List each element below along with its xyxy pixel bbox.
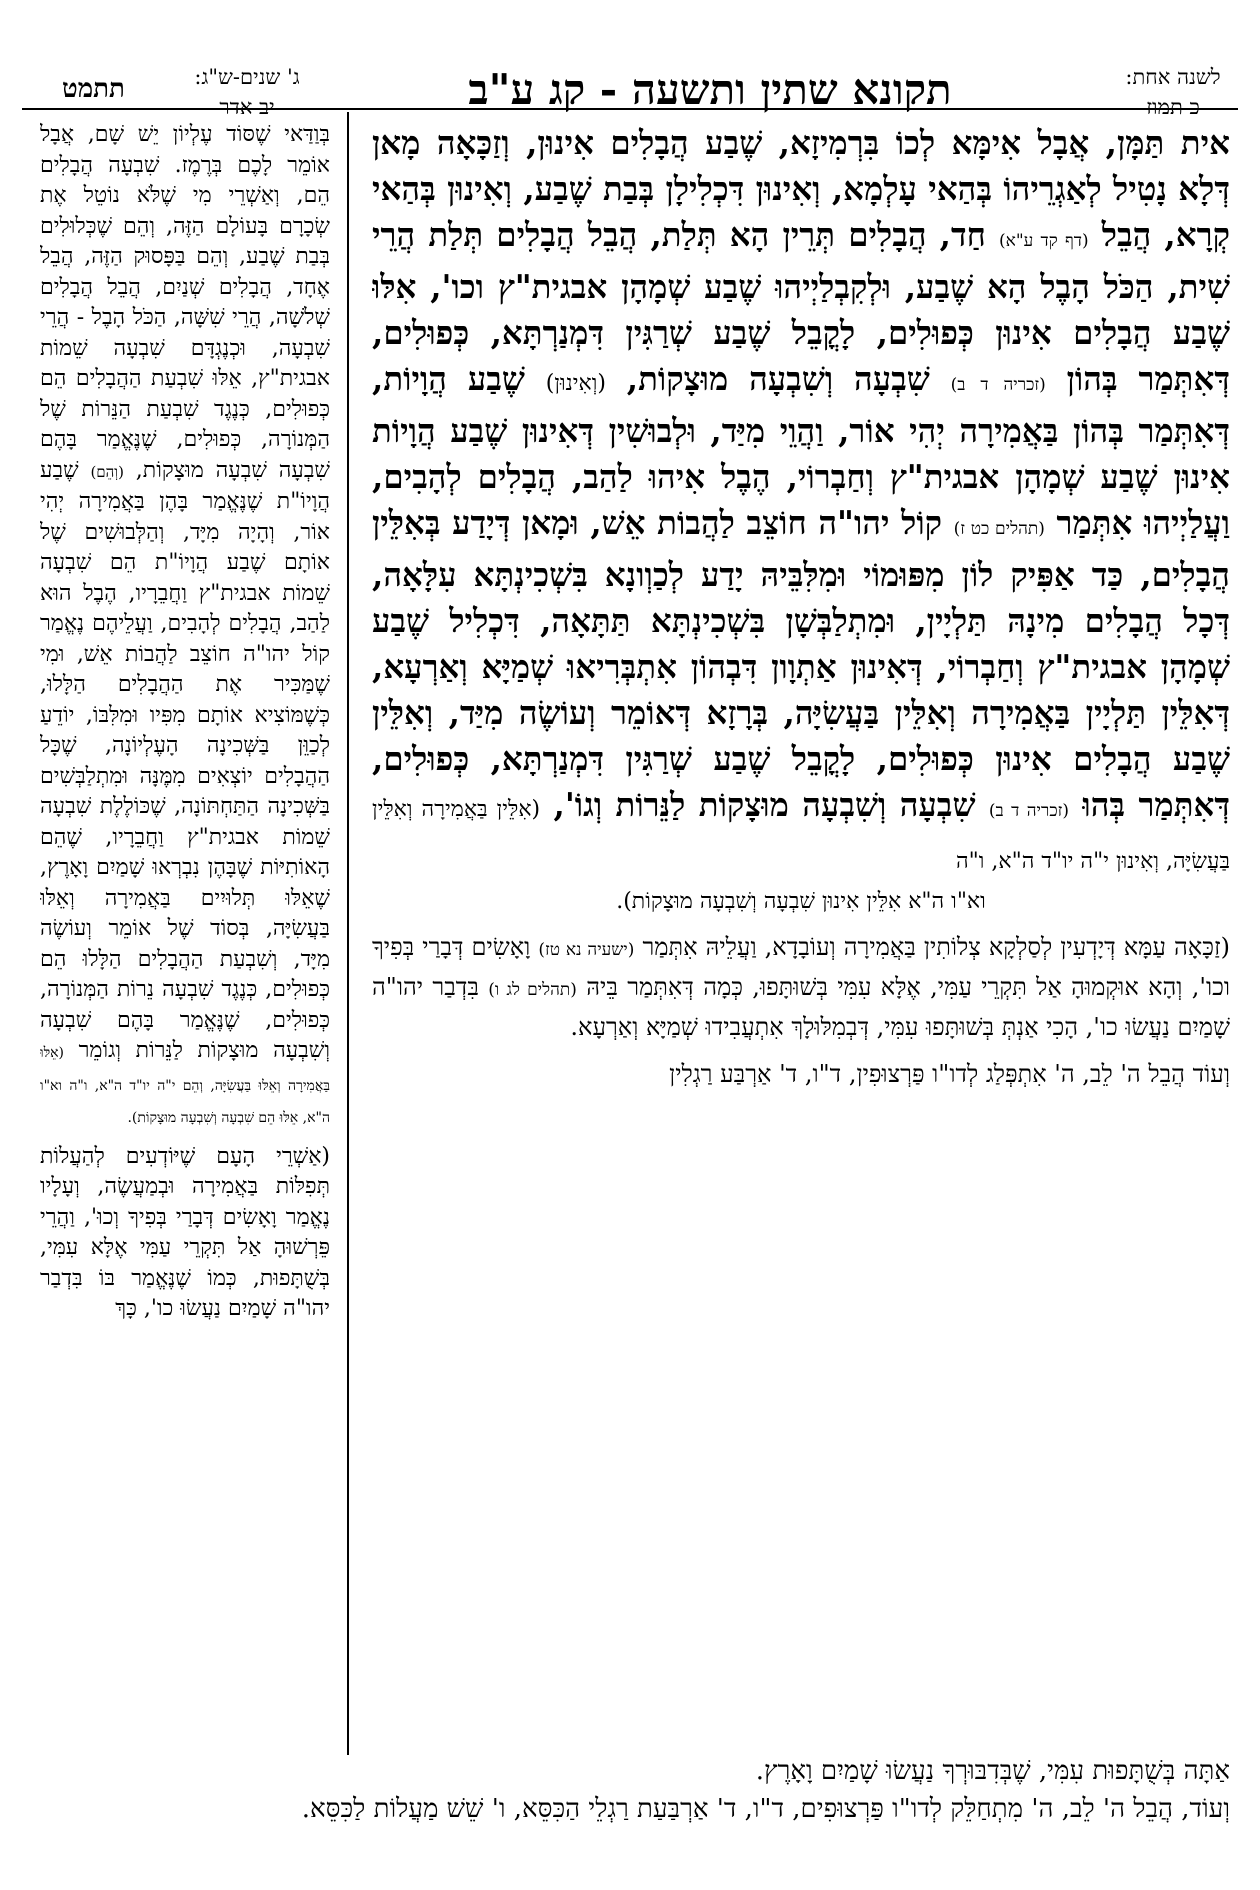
daily-schedule-one-year [1118,62,1228,122]
verse-reference: (זכריה ד ב) [988,801,1070,821]
footer-line-1: אַתָּה בְּשֻׁתָּפוּת עִמִּי, שֶׁבְּדִבּוּרְךָ נַעֲשׂוּ שָׁמַיִם וָאָרֶץ. [755,1756,1230,1786]
translation-part-1: בְּוַדַּאי שֶׁסּוֹד עֶלְיוֹן יֵשׁ שָׁם, אֲבָל אוֹמֵר לָכֶם בְּרֶמֶז. שִׁבְעָה הֲבָלִים הֵם, וְאַשְׁרֵי מִי שֶׁלֹּא נוֹטֵל אֶת שְׂכָרָם בָּעוֹלָם הַזֶּה, וְהֵם שֶׁכְּלוּלִים בְּבַת שֶׁבַע, וְהֵם בַּפָּסוּק הַזֶּה, הֲבֵל אֶחָד, הֲבָלִים שְׁנַיִם, הֲבֵל הֲבָלִים שְׁלֹשָׁה, הֲרֵי שִׁשָּׁה, הַכֹּל הָבֶל - הֲרֵי שִׁבְעָה, וּכְנֶגְדָּם שִׁבְעָה שֵׁמוֹת אבגית"ץ, אֵלּוּ שִׁבְעַת הַהֲבָלִים הֵם כְּפוּלִים, כְּנֶגֶד שִׁבְעַת הַנֵּרוֹת שֶׁל הַמְּנוֹרָה, כְּפוּלִים, שֶׁנֶּאֱמַר בָּהֶם שִׁבְעָה שִׁבְעָה מוּצָקוֹת, [40,122,330,483]
schedule-date: כ תמוז [1146,95,1200,119]
translation-column [40,120,330,1750]
inline-note: (וְהֵם) [90,462,124,481]
verse-reference: (תהלים כט ז) [953,519,1045,539]
schedule-label-alt: ג' שנים-ש"ג: [194,65,300,89]
main-text-part-5: קוֹל יהו"ה חוֹצֵב לַהֲבוֹת אֵשׁ, וּמָאן דְּיָדַע בְּאִלֵּין הֲבָלִים, כַּד אַפִּיק לוֹן מִפּוּמוֹי וּמִלִּבֵּיהּ יָדַע לְכַוְונָא בִּשְׁכִינְתָּא עִלָּאָה, דְּכָל הֲבָלִים מִינָהּ תַּלְיָין, וּמִתְלַבְּשָׁן בִּשְׁכִינְתָּא תַּתָּאָה, דִּכְלִיל שֶׁבַע שְׁמָהָן אבגית"ץ וְחַבְרוֹי, דְּאִינוּן אַתְוָון דִּבְהוֹן אִתְבְּרִיאוּ שְׁמַיָּא וְאַרְעָא, דְּאִלֵּין תַּלְיָין בַּאֲמִירָה וְאִלֵּין בַּעֲשִׂיָּה, בְּרָזָא דְּאוֹמֵר וְעוֹשֶׂה מִיַּד, וְאִלֵּין שֶׁבַע הֲבָלִים אִינוּן כְּפוּלִים, לָקֳבֵל שֶׁבַע שְׁרַגִּין דִּמְנַרְתָּא, כְּפוּלִים, דְּאִתְּמַר בְּהוּ [372,503,1230,824]
translation-text [40,120,330,1134]
column-divider [347,112,349,1755]
inline-note: (אֵלּוּ בַּאֲמִירָה וְאֵלּוּ בַּעֲשִׂיָּה, וְהֵם י"ה יו"ד ה"א, ו"ה וא"ו ה"א, אֵלּוּ הֵם שִׁבְעָה וְשִׁבְעָה מוּצָקוֹת). [40,1045,330,1126]
translation-paragraph-2: (אַשְׁרֵי הָעָם שֶׁיּוֹדְעִים לְהַעֲלוֹת תְּפִלּוֹת בַּאֲמִירָה וּבְמַעֲשֶׂה, וְעָלָיו נֶאֱמַר וָאָשִׂים דְּבָרַי בְּפִיךָ וְכוּ', וַהֲרֵי פֵּרְשׁוּהָ אַל תִּקְרֵי עַמִּי אֶלָּא עִמִּי, בְּשֻׁתָּפוּת, כְּמוֹ שֶׁנֶּאֱמַר בּוֹ בִּדְבַר יהו"ה שָׁמַיִם נַעֲשׂוּ כו', כָּךְ [40,1143,330,1321]
page-number: תתמט [62,74,125,104]
inline-note: (וְאִינוּן) [545,371,606,396]
footer-line-2: וְעוֹד, הֲבֵל ה' לֵב, ה' מִתְחַלֵּק לְדו"ו פַּרְצוּפִים, ד"ו, ד' אַרְבַּעַת רַגְלֵי הַכִּסֵּא, ו' שֵׁשׁ מַעֲלוֹת לַכִּסֵּא. [301,1794,1230,1824]
schedule-date-alt: יב אדר [219,95,275,119]
main-text-part-6: שִׁבְעָה וְשִׁבְעָה מוּצָקוֹת לַנֵּרוֹת וְגוֹ', [540,785,989,824]
note-text-3: בִּדְבַר יהו"ה שָׁמַיִם נַעֲשׂוּ כו', הָכִי אַנְתְּ בְּשׁוּתָּפוּ עִמִּי, דְּבְמִלּוּלָךְ אִתְעֲבִידוּ שְׁמַיָּא וְאַרְעָא. [372,973,1230,1041]
main-aramaic-column [372,120,1230,1760]
note-text-2: וָאָשִׂים דְּבָרַי בְּפִיךָ וכו', וְהָא אוּקְמוּהָ אַל תִּקְרֵי עַמִּי, אֶלָּא עִמִּי בְּשׁוּתָּפוּ, כְּמָה דְּאִתְּמַר בֵּיהּ [372,933,1230,1001]
main-text-part-1: אית תַּמָּן, אֲבָל אִימָּא לְכוֹ בִּרְמִיזָא, שֶׁבַע הֲבָלִים אִינוּן, וְזַכָּאָה מָאן דְּלָא נָטִיל לְאַגְרֵיהוֹ בְּהַאי עָלְמָא, וְאִינוּן דִּכְלִילָן בְּבַת שֶׁבַע, וְאִינוּן בְּהַאי קְרָא, הֲבֵל [372,123,1230,254]
header-divider [22,108,1238,110]
verse-reference: (ישעיה נא טז) [538,940,635,960]
daily-schedule-three-years [152,62,342,122]
main-text-part-3: שִׁבְעָה וְשִׁבְעָה מוּצָקוֹת, [605,359,951,398]
centered-note: וא"ו ה"א אִלֵּין אִינוּן שִׁבְעָה וְשִׁבְעָה מוּצָקוֹת). [616,889,986,914]
parenthetical-paragraph [372,929,1230,1046]
verse-reference: (זכריה ד ב) [950,375,1046,395]
note-text-1: (זַכָּאָה עַמָּא דְּיָדְעִין לְסַלְקָא צְלוֹתִין בַּאֲמִירָה וְעוֹבָדָא, וַעֲלֵיהּ אִתְּמַר [634,933,1230,961]
page-title: תקונא שתין ותשעה - קג ע"ב [468,65,952,114]
closing-paragraph: וְעוֹד הֲבֵל ה' לֵב, ה' אִתְפְּלַג לְדו"ו פַּרְצוּפִין, ד"ו, ד' אַרְבַּע רַגְלִין [669,1060,1230,1088]
inline-note: (אִלֵּין בַּאֲמִירָה וְאִלֵּין בַּעֲשִׂיָּה, וְאִינוּן י"ה יו"ד ה"א, ו"ה [372,797,1230,874]
verse-reference: (תהלים לג ו) [488,980,577,1000]
main-text-part-4: שֶׁבַע הֲוָיוֹת, דְּאִתְּמַר בְּהוֹן בַּאֲמִירָה יְהִי אוֹר, וַהֲוֵי מִיַּד, וּלְבוּשִׁין דְּאִינוּן שֶׁבַע הֲוָיוֹת אִינוּן שֶׁבַע שְׁמָהָן אבגית"ץ וְחַבְרוֹי, הֶבֶל אִיהוּ לַהַב, הֲבָלִים לְהָבִים, וַעֲלַיְיהוּ אִתְּמַר [372,359,1230,542]
schedule-label: לשנה אחת: [1125,65,1221,89]
main-text-part-2: חַד, הֲבָלִים תְּרֵין הָא תְּלַת, הֲבֵל הֲבָלִים תְּלַת הֲרֵי שִׁית, הַכֹּל הָבֶל הָא שֶׁבַע, וּלְקִבְלַיְיהוּ שֶׁבַע שְׁמָהָן אבגית"ץ וכו', אִלּוּ שֶׁבַע הֲבָלִים אִינוּן כְּפוּלִים, לָקֳבֵל שֶׁבַע שְׁרַגִּין דִּמְנַרְתָּא, כְּפוּלִים, דְּאִתְּמַר בְּהוֹן [372,215,1230,398]
page-header [22,22,1238,119]
page-footer [40,1752,1230,1828]
main-text [372,120,1230,885]
page-reference: (דף קד ע"א) [999,231,1089,251]
translation-part-2: שֶׁבַע הֲוָיוֹ"ת שֶׁנֶּאֱמַר בָּהֶן בַּאֲמִירָה יְהִי אוֹר, וְהָיָה מִיָּד, וְהַלְּבוּשִׁים שֶׁל אוֹתָם שֶׁבַע הֲוָיוֹ"ת הֵם שִׁבְעָה שֵׁמוֹת אבגית"ץ וַחֲבֵרָיו, הֶבֶל הוּא לַהַב, הֲבָלִים לְהָבִים, וַעֲלֵיהֶם נֶאֱמַר קוֹל יהו"ה חוֹצֵב לַהֲבוֹת אֵשׁ, וּמִי שֶׁמַּכִּיר אֶת הַהֲבָלִים הַלָּלוּ, כְּשֶׁמּוֹצִיא אוֹתָם מִפִּיו וּמִלִּבּוֹ, יוֹדֵעַ לְכַוֵּן בַּשְּׁכִינָה הָעֶלְיוֹנָה, שֶׁכָּל הַהֲבָלִים יוֹצְאִים מִמֶּנָּה וּמִתְלַבְּשִׁים בַּשְּׁכִינָה הַתַּחְתּוֹנָה, שֶׁכּוֹלֶלֶת שִׁבְעָה שֵׁמוֹת אבגית"ץ וַחֲבֵרָיו, שֶׁהֵם הָאוֹתִיּוֹת שֶׁבָּהֶן נִבְרְאוּ שָׁמַיִם וָאָרֶץ, שֶׁאֵלּוּ תְּלוּיִים בַּאֲמִירָה וְאֵלּוּ בַּעֲשִׂיָּה, בְּסוֹד שֶׁל אוֹמֵר וְעוֹשֶׂה מִיָּד, וְשִׁבְעַת הַהֲבָלִים הַלָּלוּ הֵם כְּפוּלִים, כְּנֶגֶד שִׁבְעָה נֵרוֹת הַמְּנוֹרָה, כְּפוּלִים, שֶׁנֶּאֱמַר בָּהֶם שִׁבְעָה וְשִׁבְעָה מוּצָקוֹת לַנֵּרוֹת וְגוֹמֵר [40,457,330,1063]
